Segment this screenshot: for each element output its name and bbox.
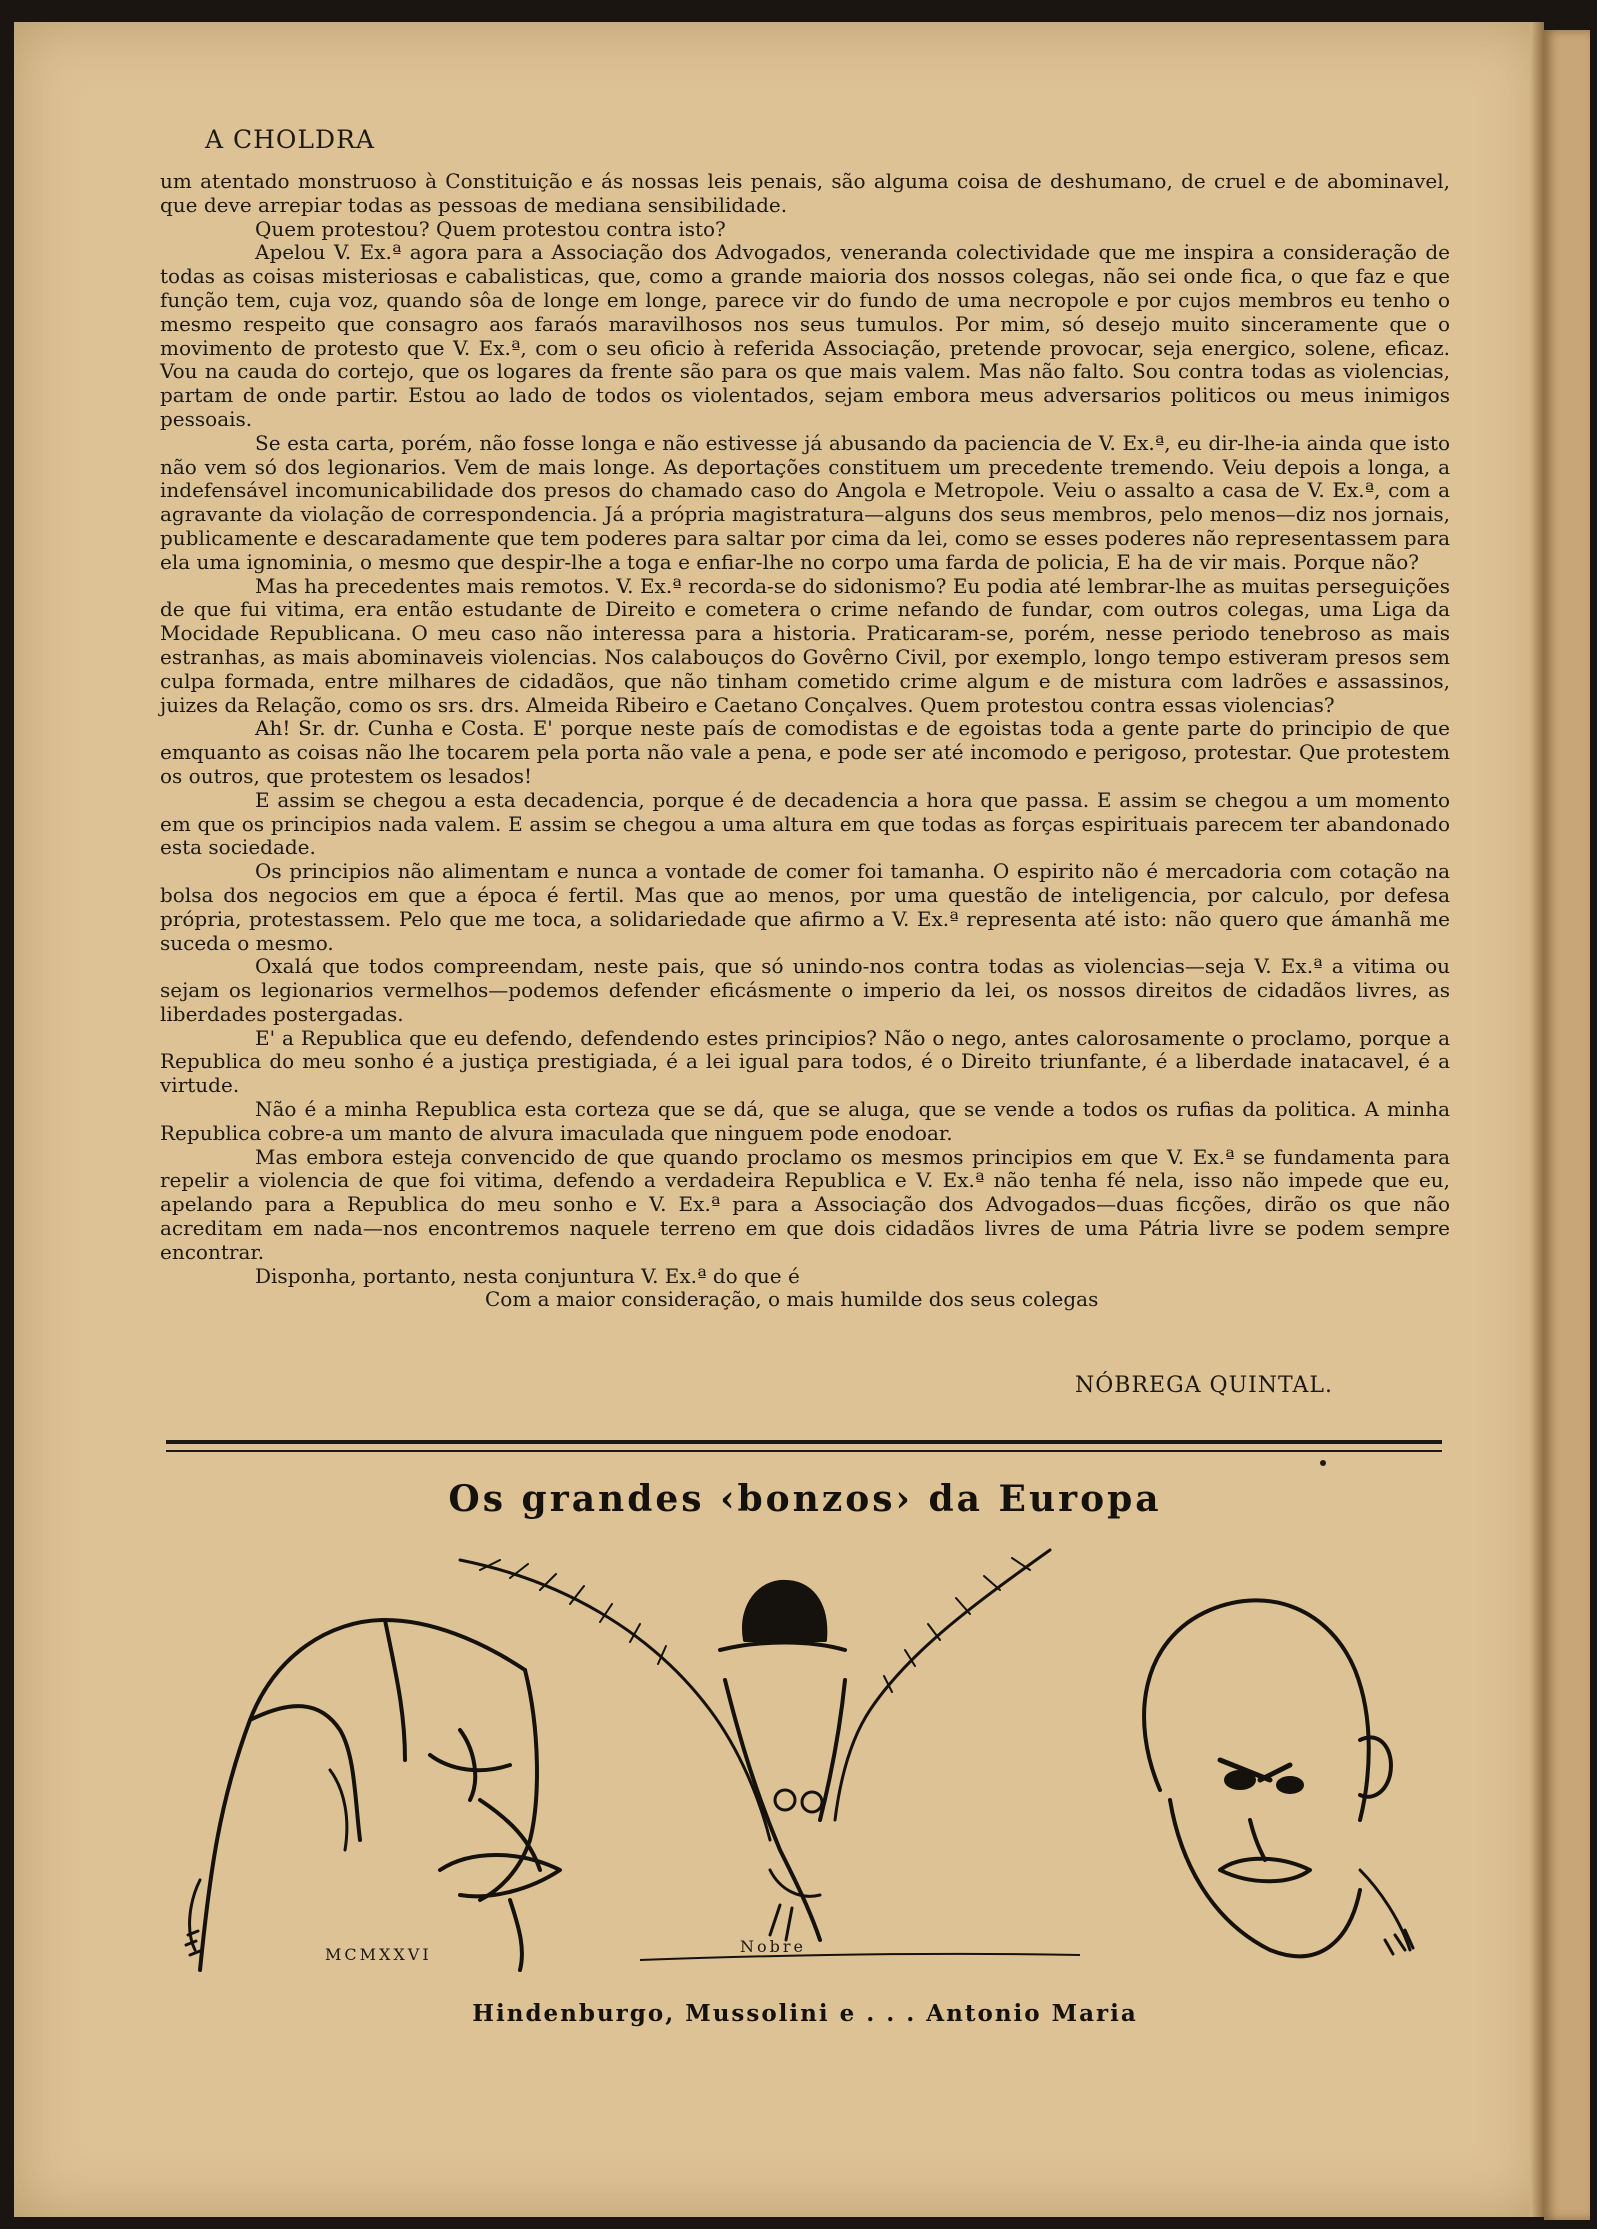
mussolini-caricature	[460, 1550, 1050, 1940]
article-paragraph: Oxalá que todos compreendam, neste pais, que só unindo-nos contra todas as violencias—seja V. Ex.ª a vitima ou sejam os legionarios vermelhos—podemos defender eficásmente o imperio da lei, os nossos direitos de cidadãos livres, as liberdades postergadas.	[160, 954, 1450, 1026]
article-body	[160, 170, 1450, 1312]
cartoon-title: Os grandes ‹bonzos› da Europa	[448, 1478, 1162, 1520]
article-paragraph: um atentado monstruoso à Constituição e ás nossas leis penais, são alguma coisa de deshumano, de cruel e de abominavel, que deve arrepiar todas as pessoas de mediana sensibilidade.	[160, 169, 1450, 217]
article-paragraph: Disponha, portanto, nesta conjuntura V. Ex.ª do que é	[255, 1263, 800, 1288]
author-signature: NÓBREGA QUINTAL.	[1075, 1373, 1334, 1398]
article-paragraph: E' a Republica que eu defendo, defendendo estes principios? Não o nego, antes calorosamente o proclamo, porque a Republica do meu sonho é a justiça prestigiada, é a lei igual para todos, é o Direito triunfante, é a liberdade inatacavel, é a virtude.	[160, 1025, 1450, 1098]
hindenburg-caricature	[186, 1620, 560, 1970]
print-speck	[1320, 1460, 1326, 1466]
page-header: A CHOLDRA	[205, 125, 375, 154]
article-paragraph: E assim se chegou a esta decadencia, porque é de decadencia a hora que passa. E assim se chegou a um momento em que os principios nada valem. E assim se chegou a uma altura em que todas as forças espirituais parecem ter abandonado esta sociedade.	[160, 787, 1450, 860]
closing-line: Com a maior consideração, o mais humilde dos seus colegas	[485, 1287, 1099, 1312]
article-paragraph: Não é a minha Republica esta corteza que se dá, que se aluga, que se vende a todos os rufias da politica. A minha Republica cobre-a um manto de alvura imaculada que ninguem pode enodoar.	[160, 1097, 1450, 1145]
article-paragraph: Se esta carta, porém, não fosse longa e não estivesse já abusando da paciencia de V. Ex.ª, eu dir-lhe-ia ainda que isto não vem só dos legionarios. Vem de mais longe. As deportações constituem um precedente tremendo. Veiu depois a longa, a indefensável incomunicabilidade dos presos do chamado caso do Angola e Metropole. Veiu o assalto a casa de V. Ex.ª, com a agravante da violação de correspondencia. Já a própria magistratura—alguns dos seus membros, pelo menos—diz nos jornais, publicamente e descaradamente que tem poderes para saltar por cima da lei, como se esses poderes não representassem para ela uma ignominia, o mesmo que despir-lhe a toga e enfiar-lhe no corpo uma farda de policia, E ha de vir mais. Porque não?	[160, 430, 1450, 574]
antonio-maria-caricature	[1144, 1600, 1413, 1956]
section-divider-thin	[166, 1450, 1442, 1452]
cartoon-artist-signature: Nobre	[740, 1937, 806, 1956]
article-paragraph: Apelou V. Ex.ª agora para a Associação dos Advogados, veneranda colectividade que me inspira a consideração de todas as coisas misteriosas e cabalisticas, que, como a grande maioria dos nossos colegas, não sei onde fica, o que faz e que função tem, cuja voz, quando sôa de longe em longe, parece vir do fundo de uma necropole e por cujos membros eu tenho o mesmo respeito que consagro aos faraós maravilhosos nos seus tumulos. Por mim, só desejo muito sinceramente que o movimento de protesto que V. Ex.ª, com o seu oficio à referida Associação, pretende provocar, seja energico, solene, eficaz. Vou na cauda do cortejo, que os logares da frente são para os que mais valem. Mas não falto. Sou contra todas as violencias, partam de onde partir. Estou ao lado de todos os violentados, sejam embora meus adversarios politicos ou meus inimigos pessoais.	[160, 240, 1450, 431]
article-paragraph: Mas ha precedentes mais remotos. V. Ex.ª recorda-se do sidonismo? Eu podia até lembrar-lhe as muitas perseguições de que fui vitima, era então estudante de Direito e cometera o crime nefando de fundar, com outros colegas, uma Liga da Mocidade Republicana. O meu caso não interessa para a historia. Praticaram-se, porém, nesse periodo tenebroso as mais estranhas, as mais abominaveis violencias. Nos calabouços do Govêrno Civil, por exemplo, longo tempo estiveram presos sem culpa formada, entre milhares de cidadãos, que não tinham cometido crime algum e de mistura com ladrões e assassinos, juizes da Relação, como os srs. drs. Almeida Ribeiro e Caetano Conçalves. Quem protestou contra essas violencias?	[160, 573, 1450, 717]
section-divider-thick	[166, 1440, 1442, 1444]
article-paragraph: Mas embora esteja convencido de que quando proclamo os mesmos principios em que V. Ex.ª se fundamenta para repelir a violencia de que foi vitima, defendo a verdadeira Republica e V. Ex.ª não tenha fé nela, isso não impede que eu, apelando para a Republica do meu sonho e V. Ex.ª para a Associação dos Advogados—duas ficções, dirão os que não acreditam em nada—nos encontremos naquele terreno em que dois cidadãos livres de uma Pátria livre se podem sempre encontrar.	[160, 1144, 1450, 1264]
caricature-illustration	[180, 1540, 1470, 1990]
cartoon-date-mark: MCMXXVI	[325, 1945, 432, 1964]
next-page-edge	[1544, 30, 1590, 2220]
article-paragraph: Ah! Sr. dr. Cunha e Costa. E' porque neste país de comodistas e de egoistas toda a gente parte do principio de que emquanto as coisas não lhe tocarem pela porta não vale a pena, e pode ser até incomodo e perigoso, protestar. Que protestem os outros, que protestem os lesados!	[160, 716, 1450, 788]
page-fold	[1530, 22, 1544, 2217]
article-paragraph: Os principios não alimentam e nunca a vontade de comer foi tamanha. O espirito não é mercadoria com cotação na bolsa dos negocios em que a época é fertil. Mas que ao menos, por uma questão de inteligencia, por calculo, por defesa própria, protestassem. Pelo que me toca, a solidariedade que afirmo a V. Ex.ª representa até isto: não quero que ámanhã me suceda o mesmo.	[160, 859, 1450, 955]
article-paragraph: Quem protestou? Quem protestou contra isto?	[255, 216, 726, 241]
cartoon-caption: Hindenburgo, Mussolini e . . . Antonio Maria	[472, 2000, 1138, 2027]
